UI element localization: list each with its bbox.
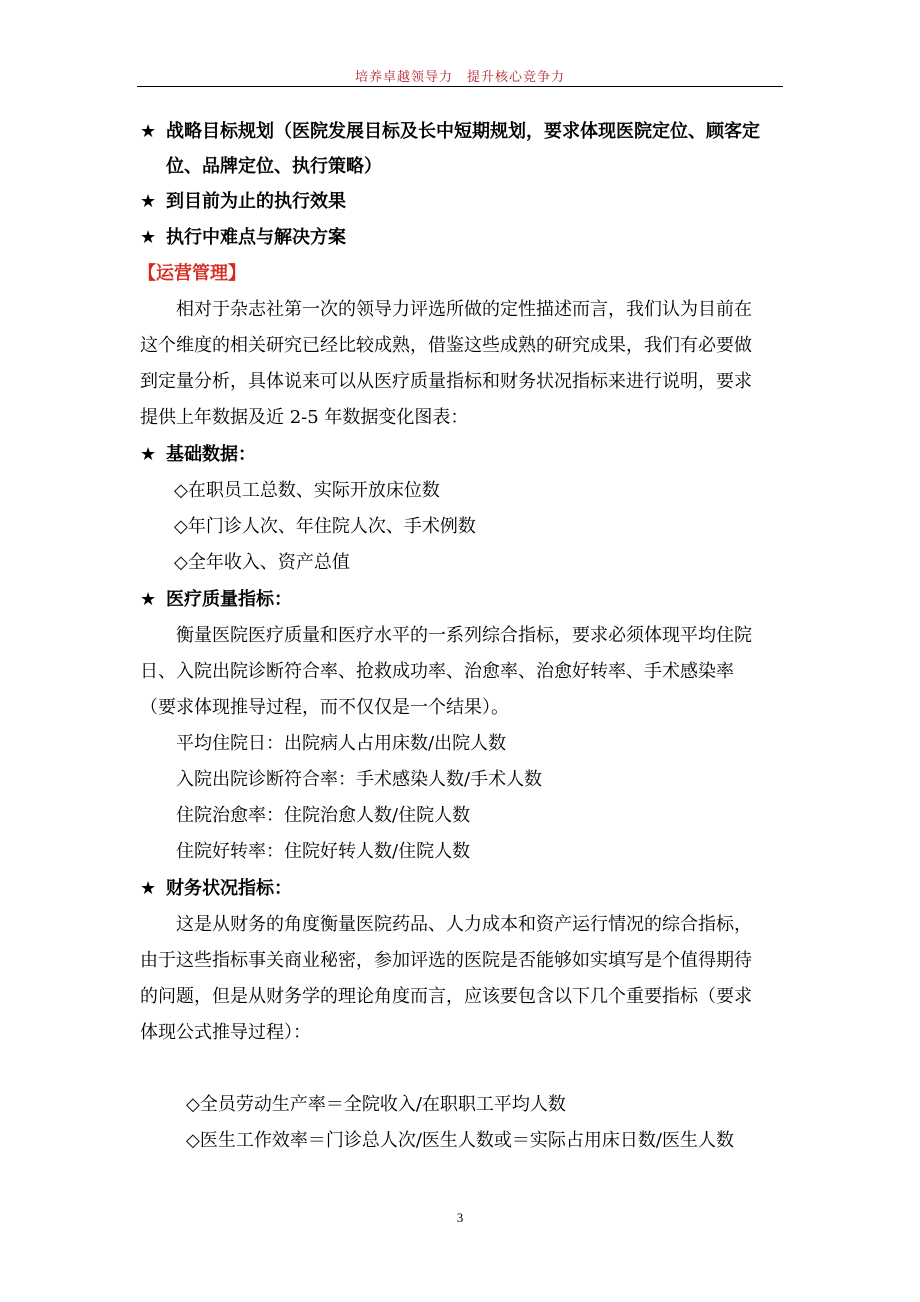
bullet-difficulties xyxy=(140,227,346,249)
intro-line: 到定量分析，具体说来可以从医疗质量指标和财务状况指标来进行说明，要求 xyxy=(140,371,752,392)
formula-line: 住院治愈率：住院治愈人数/住院人数 xyxy=(176,805,471,826)
page-number: 3 xyxy=(456,1210,464,1225)
intro-line: 提供上年数据及近 2-5 年数据变化图表： xyxy=(140,407,469,428)
star-icon: ★ xyxy=(140,444,157,465)
quality-desc-line: 衡量医院医疗质量和医疗水平的一系列综合指标，要求必须体现平均住院 xyxy=(176,625,752,646)
finance-heading xyxy=(140,878,292,900)
formula-line: 住院好转率：住院好转人数/住院人数 xyxy=(176,841,471,862)
list-item: ◇全员劳动生产率＝全院收入/在职职工平均人数 xyxy=(186,1094,566,1115)
bullet-text: 战略目标规划（医院发展目标及长中短期规划，要求体现医院定位、顾客定 xyxy=(166,121,760,142)
bullet-strategy-cont: 位、品牌定位、执行策略） xyxy=(166,156,382,177)
formula-line: 入院出院诊断符合率：手术感染人数/手术人数 xyxy=(176,769,543,790)
star-icon: ★ xyxy=(140,227,157,248)
section-title: 【运营管理】 xyxy=(138,263,246,284)
header-rule xyxy=(137,86,783,87)
quality-desc-line: （要求体现推导过程，而不仅仅是一个结果）。 xyxy=(140,697,509,718)
quality-desc-line: 日、入院出院诊断符合率、抢救成功率、治愈率、治愈好转率、手术感染率 xyxy=(140,661,734,682)
bullet-strategy xyxy=(140,121,760,143)
intro-line: 相对于杂志社第一次的领导力评选所做的定性描述而言，我们认为目前在 xyxy=(176,299,752,320)
star-icon: ★ xyxy=(140,878,157,899)
list-item: ◇年门诊人次、年住院人次、手术例数 xyxy=(174,516,476,537)
star-icon: ★ xyxy=(140,191,157,212)
finance-desc-line: 体现公式推导过程）： xyxy=(140,1022,311,1043)
page-header: 培养卓越领导力 提升核心竞争力 xyxy=(354,70,565,85)
basic-data-heading xyxy=(140,444,256,466)
intro-line: 这个维度的相关研究已经比较成熟，借鉴这些成熟的研究成果，我们有必要做 xyxy=(140,335,752,356)
bullet-results xyxy=(140,191,346,213)
list-item: ◇全年收入、资产总值 xyxy=(174,552,350,573)
heading-text: 医疗质量指标： xyxy=(166,589,292,610)
finance-desc-line: 的问题，但是从财务学的理论角度而言，应该要包含以下几个重要指标（要求 xyxy=(140,986,752,1007)
bullet-text: 到目前为止的执行效果 xyxy=(166,191,346,212)
quality-heading xyxy=(140,589,292,611)
heading-text: 财务状况指标： xyxy=(166,878,292,899)
bullet-text: 执行中难点与解决方案 xyxy=(166,227,346,248)
heading-text: 基础数据： xyxy=(166,444,256,465)
star-icon: ★ xyxy=(140,589,157,610)
list-item: ◇医生工作效率＝门诊总人次/医生人数或＝实际占用床日数/医生人数 xyxy=(186,1130,734,1151)
formula-line: 平均住院日：出院病人占用床数/出院人数 xyxy=(176,733,507,754)
finance-desc-line: 这是从财务的角度衡量医院药品、人力成本和资产运行情况的综合指标， xyxy=(176,914,752,935)
finance-desc-line: 由于这些指标事关商业秘密，参加评选的医院是否能够如实填写是个值得期待 xyxy=(140,950,752,971)
list-item: ◇在职员工总数、实际开放床位数 xyxy=(174,480,440,501)
star-icon: ★ xyxy=(140,121,157,142)
